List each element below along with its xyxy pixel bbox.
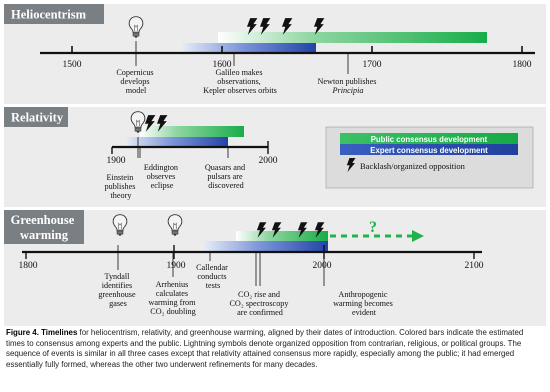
figure-caption: [6, 328, 544, 370]
legend-backlash-label: Backlash/organized opposition: [360, 161, 465, 171]
event-label: CO₂ rise and CO₂ spectroscopy are confirmed: [229, 290, 289, 317]
tick-label: 1900: [166, 261, 186, 271]
tick-label: 2000: [258, 156, 278, 166]
panel-greenhouse-warming: [4, 210, 546, 326]
event-label: Quasars and pulsars are discovered: [204, 163, 246, 190]
tick-label: 2000: [312, 261, 332, 271]
event-label: Arrhenius calculates warming from CO₂ doubling: [148, 280, 196, 316]
panel-relativity: [4, 107, 546, 207]
tick-label: 1800: [512, 60, 532, 70]
event-label: Einstein publishes theory: [104, 173, 136, 200]
event-label: Tyndall identifies greenhouse gases: [98, 272, 136, 308]
public-consensus-bar: [236, 231, 328, 241]
tick-label: 1700: [362, 60, 382, 70]
panel-title: Relativity: [11, 110, 64, 125]
event-label: Callendar conducts tests: [196, 263, 228, 290]
event-label: Copernicus develops model: [116, 68, 154, 95]
tick-label: 1500: [62, 60, 82, 70]
tick-label: 2100: [464, 261, 484, 271]
expert-consensus-bar: [204, 241, 328, 251]
public-consensus-bar: [140, 126, 244, 137]
legend-expert-label: Expert consensus development: [370, 146, 488, 155]
tick-label: 1600: [212, 60, 232, 70]
legend: [326, 127, 533, 188]
question-mark: ?: [369, 219, 377, 236]
caption-text: for heliocentrism, relativity, and greenhouse warming, aligned by their dates of introduction. Colored bars indicate the estimated times to consensus among experts and the public. Lightning symbols denote organized opposition from contrarian, religious, or political groups. The sequence of events is similar in all three cases except that relativity attained consensus more rapidly, especially among the public; it had emerged essentially fully formed, whereas the other two underwent refinements for many decades.: [6, 328, 524, 369]
caption-lead: Figure 4. Timelines: [6, 328, 78, 337]
event-label: Anthropogenic warming becomes evident: [333, 290, 393, 317]
event-label: Galileo makes observations, Kepler observes orbits: [203, 68, 277, 95]
event-label: Eddington observes eclipse: [143, 163, 179, 190]
panel-title: Greenhouse warming: [10, 213, 75, 242]
legend-public-label: Public consensus development: [370, 135, 488, 144]
expert-consensus-bar: [182, 43, 316, 53]
public-consensus-bar: [218, 32, 487, 43]
panel-title: Heliocentrism: [11, 7, 86, 22]
tick-label: 1900: [106, 156, 126, 166]
panel-heliocentrism: [4, 4, 546, 104]
event-label: Newton publishes Principia: [317, 77, 377, 95]
tick-label: 1800: [18, 261, 38, 271]
expert-consensus-bar: [126, 137, 228, 147]
